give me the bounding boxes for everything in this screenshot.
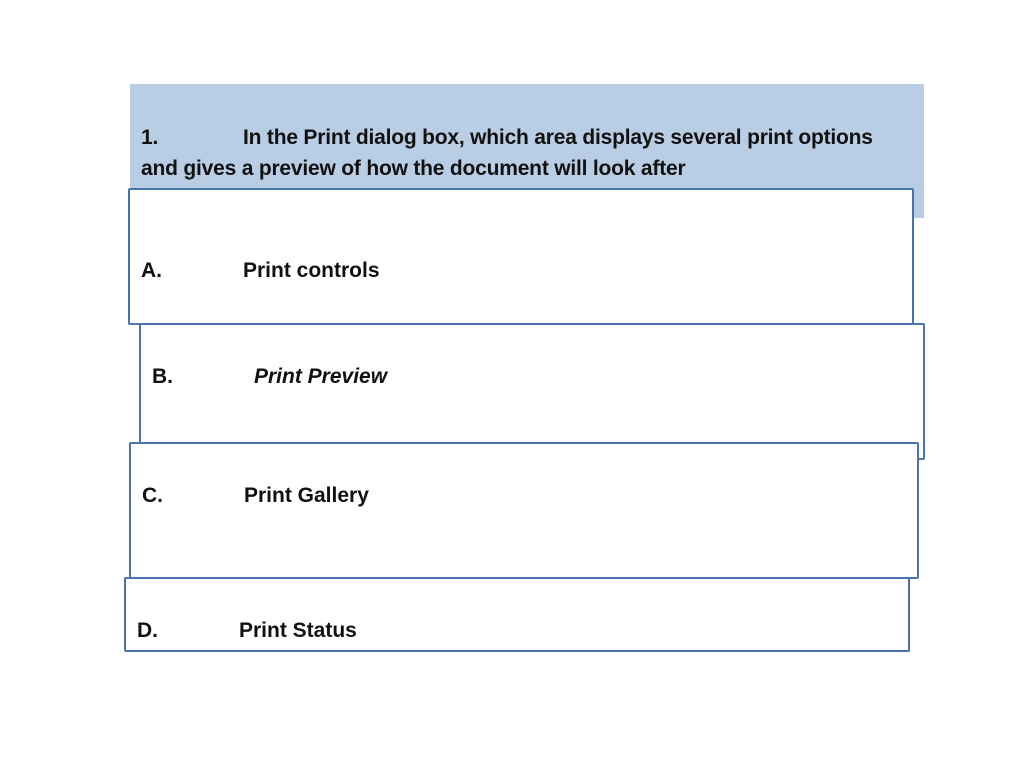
question-text-block (141, 122, 901, 184)
answer-option-b-letter: B. (152, 365, 173, 388)
answer-option-d-text: Print Status (239, 619, 357, 642)
answer-option-a-line (141, 259, 380, 283)
answer-option-c-letter: C. (142, 484, 163, 507)
question-number: 1. (141, 126, 159, 149)
answer-option-b-line (152, 365, 387, 389)
answer-option-c-text: Print Gallery (244, 484, 369, 507)
answer-option-d-letter: D. (137, 619, 158, 642)
answer-option-d[interactable] (124, 577, 910, 652)
answer-option-d-line (137, 619, 357, 643)
answer-option-a[interactable] (128, 188, 914, 325)
answer-option-a-letter: A. (141, 259, 162, 282)
answer-option-a-text: Print controls (243, 259, 380, 282)
answer-option-b[interactable] (139, 323, 925, 460)
answer-option-b-text: Print Preview (254, 365, 388, 388)
answer-option-c-line (142, 484, 369, 508)
answer-option-c[interactable] (129, 442, 919, 579)
question-text: In the Print dialog box, which area displays several print options and gives a preview of how the document will look after (141, 126, 873, 180)
